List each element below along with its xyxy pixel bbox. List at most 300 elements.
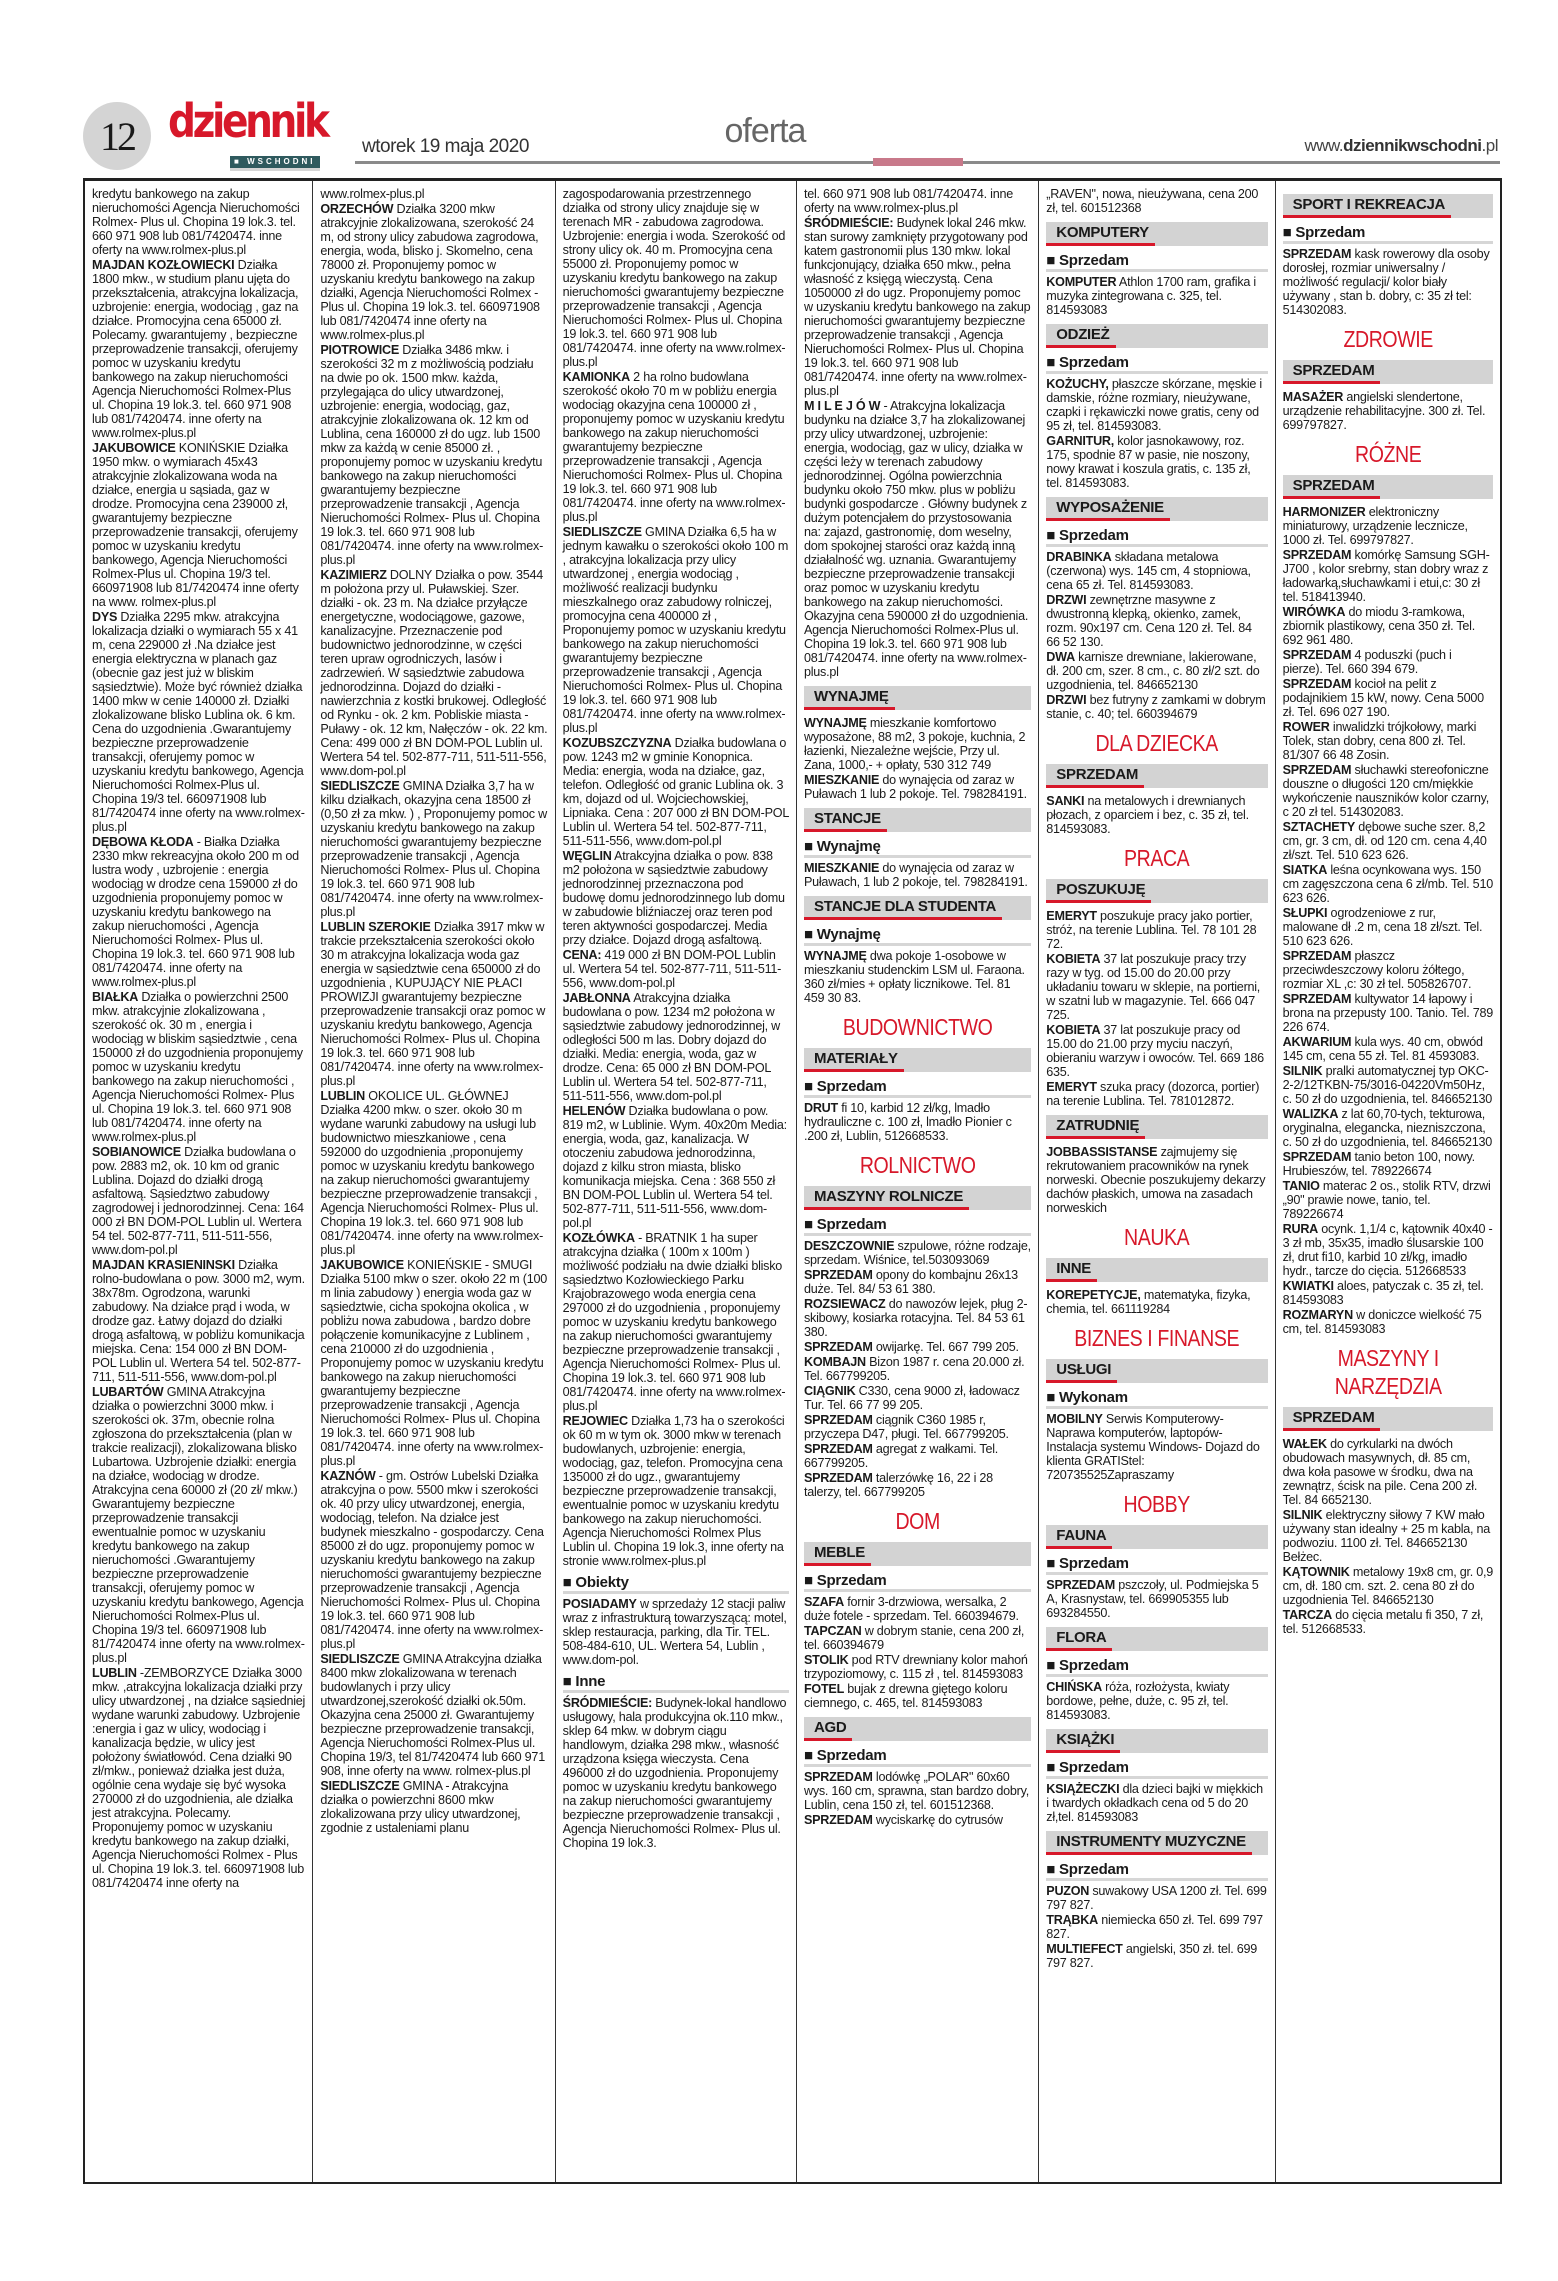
section-header: [804, 1717, 1031, 1741]
ad-text: z lat 60,70-tych, tekturowa, oryginalna, elegancka, niezniszczona, c. 50 zł do uzgodnienia, tel. 846652130: [1282, 1107, 1493, 1149]
ad-keyword: ROZSIEWACZ: [803, 1297, 886, 1311]
ad-keyword: KOZUBSZCZYZNA: [562, 736, 672, 750]
classified-ad: [804, 949, 1031, 1005]
classified-ad: [804, 1682, 1031, 1710]
ad-keyword: SZTACHETY: [1282, 820, 1356, 834]
section-header-label: SPRZEDAM: [1283, 362, 1381, 384]
section-header-label: SPRZEDAM: [1046, 766, 1144, 788]
classifieds-frame: [83, 178, 1502, 2184]
column-5: [1039, 181, 1275, 2182]
category-heading: MASZYNY I NARZĘDZIA: [1334, 1345, 1442, 1399]
classified-ad: [804, 1471, 1031, 1499]
ad-text: słuchawki stereofoniczne douszne o długości 120 cm/miękkie wykończenie nauszników kolor czarny, c 20 zł tel. 514302083.: [1282, 763, 1489, 819]
ad-keyword: AKWARIUM: [1282, 1035, 1352, 1049]
ad-text: Działka budowlana o pow. 1243 m2 w gminie Konopnica. Media: energia, woda na działce, gaz, telefon. Odległość od granic Lublina ok. 3 km, dojazd od ul. Wojciechowskiej, Lipniaka. Cena : 207 000 zł BN DOM-POL Lublin ul. Wertera 54 tel. 502-877-711, 511-511-556, www.dom-pol.pl: [562, 736, 789, 848]
ad-keyword: SIEDLISZCZE: [320, 1779, 400, 1793]
ad-keyword: DRZWI: [1046, 693, 1087, 707]
classified-ad: [1046, 1145, 1267, 1215]
ad-text: dwa pokoje 1-osobowe w mieszkaniu studenckim LSM ul. Faraona. 360 zł/mies + opłaty licznikowe. Tel. 81 459 30 83.: [803, 949, 1025, 1005]
category-heading: ZDROWIE: [1343, 326, 1433, 352]
classified-ad: [1046, 187, 1267, 215]
ad-text: ogrodzeniowe z rur, malowane dł .2 m, cena 18 zł/szt. Tel. 510 623 626.: [1282, 906, 1483, 948]
classified-ad: [92, 1666, 305, 1890]
ad-text: elektroniczny miniaturowy, urządzenie lecznicze, 1000 zł. Tel. 699797827.: [1282, 505, 1468, 547]
ad-keyword: HELENÓW: [562, 1104, 626, 1118]
ad-keyword: WIRÓWKA: [1282, 605, 1346, 619]
ad-text: - Atrakcyjna lokalizacja budynku na działce 3,7 ha zlokalizowanej przy ulicy utwardzonej, uzbrojenie: energia, wodociąg, gaz w ulicy, działka w części leży w terenach zabudowy jednorodzinnej. Ogólna powierzchnia budynku około 750 mkw. plus w pobliżu budynki gospodarcze . Główny budynek z dużym potencjałem do przystosowania na: zajazd, gastronomię, dom weselny, dom spokojnej starości oraz każdą inną działalność wg. uznania. Gwarantujemy bezpieczne przeprowadzenie transakcji oraz pomoc w uzyskaniu kredytu bankowego na zakup nieruchomości. Okazyjna cena 590000 zł do uzgodnienia. Agencja Nieruchomości Rolmex-Plus ul. Chopina 19 lok.3. tel. 660 971 908 lub 081/7420474. inne oferty na www.rolmex-plus.pl: [803, 399, 1029, 679]
classified-ad: [92, 1258, 305, 1384]
ad-keyword: LUBLIN: [92, 1666, 137, 1680]
classified-ad: [804, 1268, 1031, 1296]
ad-text: matematyka, fizyka, chemia, tel. 661119284: [1046, 1288, 1251, 1316]
classified-ad: [92, 187, 305, 257]
classified-ad: [563, 849, 789, 947]
classified-ad: [92, 1145, 305, 1257]
ad-text: płaszcz przeciwdeszczowy koloru żółtego, rozmiar XL ,c: 30 zł tel. 505826707.: [1282, 949, 1472, 991]
ad-text: Budynek lokal 246 mkw. stan surowy zamknięty przygotowany pod katem gastronomii plus 130 mkw. lokal funkcjonujący, działka 650 mkw., pełna własność z księgą wieczystą. Cena 1050000 zł do ugz. Proponujemy pomoc w uzyskaniu kredytu bankowego na zakup nieruchomości gwarantujemy bezpieczne przeprowadzenie transakcji , Agencja Nieruchomości Rolmex- Plus ul. Chopina 19 lok.3. tel. 660 971 908 lub 081/7420474. inne oferty na www.rolmex-plus.pl: [803, 216, 1031, 398]
ad-keyword: SPRZEDAM: [803, 1770, 873, 1784]
ad-text: niemiecka 650 zł. Tel. 699 797 827.: [1046, 1913, 1263, 1941]
ad-text: talerzówkę 16, 22 i 28 talerzy, tel. 667799205: [803, 1471, 993, 1499]
section-header-label: STANCJE: [804, 810, 887, 832]
subsection-header: ■ Sprzedam: [1046, 1659, 1267, 1677]
section-header: [1046, 1831, 1267, 1855]
section-header: [1046, 1627, 1267, 1651]
ad-text: zajmujemy się rekrutowaniem pracowników na rynek norweski. Obecnie poszukujemy dekarzy dachów płaskich, umowa na zasadach norweskich: [1046, 1145, 1266, 1215]
subsection-header: ■ Sprzedam: [1046, 1557, 1267, 1575]
ad-keyword: SŁUPKI: [1282, 906, 1328, 920]
ad-text: Działka rolno-budowlana o pow. 3000 m2, wym. 38x78m. Ogrodzona, warunki zabudowy. Na działce prąd i woda, w drodze gaz. Łatwy dojazd do działki drogą asfaltową, w pobliżu komunikacja miejska. Cena: 154 000 zł BN DOM-POL Lublin ul. Wertera 54 tel. 502-877-711, 511-511-556, www.dom-pol.pl: [92, 1258, 305, 1384]
category-heading: ROLNICTWO: [859, 1152, 976, 1178]
ad-text: - Białka Działka 2330 mkw rekreacyjna około 200 m od lustra wody , uzbrojenie : energia wodociąg w drodze cena 159000 zł do uzgodnienia proponujemy pomoc w uzyskaniu kredytu bankowego na zakup nieruchomości , Agencja Nieruchomości Rolmex- Plus ul. Chopina 19 lok.3. tel. 660 971 908 lub 081/7420474. inne oferty na www.rolmex-plus.pl: [92, 835, 299, 989]
classified-ad: [1283, 1179, 1493, 1221]
ad-keyword: MULTIEFECT: [1046, 1942, 1123, 1956]
classified-ad: [1283, 1222, 1493, 1278]
classified-ad: [804, 187, 1031, 215]
section-header-label: MATERIAŁY: [804, 1050, 904, 1072]
classified-ad: [1283, 1565, 1493, 1607]
ad-text: szuka pracy (dozorca, portier) na terenie Lublina. Tel. 781012872.: [1046, 1080, 1260, 1108]
section-header-label: KSIĄŻKI: [1046, 1731, 1120, 1753]
category-heading: PRACA: [1124, 845, 1190, 871]
ad-keyword: REJOWIEC: [562, 1414, 628, 1428]
ad-keyword: ŚRÓDMIEŚCIE:: [803, 216, 894, 230]
ad-text: Działka 1,73 ha o szerokości ok 60 m w tym ok. 3000 mkw w terenach budowlanych, uzbrojenie: energia, wodociąg, gaz, telefon. Promocyjna cena 135000 zł do ugz., gwarantujemy bezpieczne przeprowadzenie transakcji, ewentualnie pomoc w uzyskaniu kredytu bankowego na zakup nieruchomości. Agencja Nieruchomości Rolmex Plus Lublin ul. Chopina 19 lok.3, inne oferty na stronie www.rolmex-plus.pl: [562, 1414, 785, 1568]
category-heading: DLA DZIECKA: [1095, 730, 1219, 756]
classified-ad: [563, 187, 789, 369]
ad-text: wyciskarkę do cytrusów: [872, 1813, 1003, 1827]
classified-ad: [1283, 505, 1493, 547]
ad-text: fornir 3-drzwiowa, wersalka, 2 duże fotele - sprzedam. Tel. 660394679.: [803, 1595, 1019, 1623]
ad-keyword: WYNAJMĘ: [803, 949, 867, 963]
ad-keyword: SANKI: [1046, 794, 1085, 808]
website-link[interactable]: [1305, 136, 1499, 156]
classified-ad: [320, 1258, 547, 1468]
subsection-header: ■ Sprzedam: [804, 1080, 1031, 1098]
subsection-header: ■ Wynajmę: [804, 840, 1031, 858]
classified-ad: [563, 1696, 789, 1850]
classified-ad: [320, 1779, 547, 1835]
ad-keyword: MOBILNY: [1046, 1412, 1103, 1426]
subsection-header: ■ Sprzedam: [1046, 356, 1267, 374]
ad-keyword: SPRZEDAM: [1282, 1150, 1352, 1164]
ad-text: 37 lat poszukuje pracy od 15.00 do 21.00 przy myciu naczyń, obieraniu warzyw i owoców. Tel. 669 186 635.: [1046, 1023, 1264, 1079]
ad-keyword: PIOTROWICE: [320, 343, 400, 357]
ad-keyword: DRABINKA: [1046, 550, 1112, 564]
logo-wordmark: dziennik: [168, 94, 327, 148]
ad-keyword: KAZNÓW: [320, 1469, 376, 1483]
section-header: [804, 896, 1031, 920]
subsection-header: ■ Sprzedam: [1046, 1761, 1267, 1779]
classified-ad: [320, 779, 547, 919]
ad-text: GMINA Działka 3,7 ha w kilku działkach, okazyjna cena 18500 zł (0,50 zł za mkw. ) , Proponujemy pomoc w uzyskaniu kredytu bankowego na zakup nieruchomości gwarantujemy bezpieczne przeprowadzenie transakcji , Agencja Nieruchomości Rolmex- Plus ul. Chopina 19 lok.3. tel. 660 971 908 lub 081/7420474. inne oferty na www.rolmex-plus.pl: [320, 779, 547, 919]
classified-ad: [1283, 390, 1493, 432]
ad-text: Działka 3486 mkw. i szerokości 32 m z możliwością podziału na dwie po ok. 1500 mkw. każda, przylegająca do ulicy utwardzonej, uzbrojenie: energia, wodociąg, gaz, atrakcyjnie zlokalizowana ok. 12 km od Lublina, cena 160000 zł do ugz. lub 1500 mkw za każdą w cenie 85000 zł. , proponujemy pomoc w uzyskaniu kredytu bankowego na zakup nieruchomości gwarantujemy bezpieczne przeprowadzenie transakcji , Agencja Nieruchomości Rolmex- Plus ul. Chopina 19 lok.3. tel. 660 971 908 lub 081/7420474. inne oferty na www.rolmex-plus.pl: [320, 343, 544, 567]
section-header: [1046, 1729, 1267, 1753]
newspaper-logo: [168, 94, 348, 166]
classified-ad: [1283, 605, 1493, 647]
section-header: [1283, 475, 1493, 499]
ad-text: ocynk. 1,1/4 c, kątownik 40x40 - 3 zł mb, 35x35, imadło ślusarskie 100 zł, drut fi10, karbid 10 zł/kg, imadło hydr., tarcze do cięcia. 512668533: [1282, 1222, 1493, 1278]
classified-ad: [1283, 247, 1493, 317]
section-header: [1283, 1407, 1493, 1431]
ad-keyword: JAKUBOWICE: [92, 441, 176, 455]
ad-text: KONIŃSKIE Działka 1950 mkw. o wymiarach 45x43 atrakcyjnie zlokalizowana woda na działce, energia u sąsiada, gaz w drodze. Promocyjna cena 239000 zł, gwarantujemy bezpieczne przeprowadzenie transakcji, oferujemy pomoc w uzyskaniu kredytu bankowego, Agencja Nieruchomości Rolmex-Plus ul. Chopina 19/3 tel. 660971908 lub 81/7420474 inne oferty na www. rolmex-plus.pl: [92, 441, 299, 609]
classified-ad: [320, 568, 547, 778]
ad-keyword: ORZECHÓW: [320, 202, 394, 216]
ad-keyword: TRĄBKA: [1046, 1913, 1098, 1927]
classified-ad: [320, 1469, 547, 1651]
ad-keyword: LUBLIN: [320, 1089, 366, 1103]
site-prefix: www.: [1304, 136, 1344, 155]
ad-keyword: RURA: [1282, 1222, 1319, 1236]
ad-keyword: DĘBOWA KŁODA: [92, 835, 194, 849]
ad-keyword: WĘGLIN: [562, 849, 612, 863]
subsection-header: ■ Sprzedam: [804, 1218, 1031, 1236]
classified-ad: [804, 399, 1031, 679]
classified-ad: [1283, 1107, 1493, 1149]
ad-text: Działka 3200 mkw atrakcyjnie zlokalizowana, szerokość 24 m, od strony ulicy zabudowa zagrodowa, energia, woda, blisko j. Skomelno, cena 78000 zł. Proponujemy pomoc w uzyskaniu kredytu bankowego na zakup działki, Agencja Nieruchomości Rolmex - Plus ul. Chopina 19 lok.3. tel. 660971908 lub 081/7420474 inne oferty na www.rolmex-plus.pl: [320, 202, 540, 342]
section-header: [1046, 222, 1267, 246]
section-header: [1046, 1359, 1267, 1383]
ad-text: GMINA Atrakcyjna działka 8400 mkw zlokalizowana w terenach budowlanych i przy ulicy utwardzonej,szerokość działki ok.50m. Okazyjna cena 25000 zł. Gwarantujemy bezpieczne przeprowadzenie transakcji, Agencja Nieruchomości Rolmex-Plus ul. Chopina 19/3, tel 81/7420474 lub 660 971 908, inne oferty na www. rolmex-plus.pl: [320, 1652, 545, 1778]
ad-keyword: SPRZEDAM: [1282, 677, 1352, 691]
ad-text: tel. 660 971 908 lub 081/7420474. inne oferty na www.rolmex-plus.pl: [803, 187, 1013, 215]
ad-text: poszukuje pracy jako portier, stróż, na terenie Lublina. Tel. 78 101 28 72.: [1046, 909, 1257, 951]
ad-keyword: SPRZEDAM: [803, 1471, 873, 1485]
ad-text: pszczoły, ul. Podmiejska 5 A, Krasnystaw, tel. 669905355 lub 693284550.: [1046, 1578, 1259, 1620]
ad-text: zagospodarowania przestrzennego działka od strony ulicy znajduje się w terenach MR - zabudowa zagrodowa. Uzbrojenie: energia i woda. Szerokość od strony ulicy ok. 40 m. Promocyjna cena 55000 zł. Proponujemy pomoc w uzyskaniu kredytu bankowego na zakup nieruchomości gwarantujemy bezpieczne przeprowadzenie transakcji , Agencja Nieruchomości Rolmex- Plus ul. Chopina 19 lok.3. tel. 660 971 908 lub 081/7420474. inne oferty na www.rolmex-plus.pl: [562, 187, 786, 369]
classified-ad: [804, 1413, 1031, 1441]
ad-keyword: DWA: [1046, 650, 1075, 664]
ad-keyword: MIESZKANIE: [803, 861, 880, 875]
ad-keyword: SPRZEDAM: [803, 1413, 873, 1427]
section-header-label: ODZIEŻ: [1046, 326, 1115, 348]
section-header: [1046, 1258, 1267, 1282]
ad-text: elektryczny siłowy 7 KW mało używany stan idealny + 25 m kabla, na podwoziu. 1100 zł. Tel. 846652130 Bełżec.: [1282, 1508, 1491, 1564]
ad-keyword: ROWER: [1282, 720, 1330, 734]
category-heading: HOBBY: [1123, 1491, 1191, 1517]
classified-ad: [804, 1595, 1031, 1623]
section-header: [1046, 324, 1267, 348]
ad-text: suwakowy USA 1200 zł. Tel. 699 797 827.: [1046, 1884, 1267, 1912]
ad-text: do wynajęcia od zaraz w Puławach 1 lub 2 pokoje. Tel. 798284191.: [803, 773, 1027, 801]
classified-ad: [563, 370, 789, 524]
ad-keyword: WYNAJMĘ: [803, 716, 867, 730]
ad-text: GMINA Działka 6,5 ha w jednym kawałku o szerokości około 100 m , atrakcyjna lokalizacja przy ulicy utwardzonej , energia wodociąg , możliwość realizacji budynku mieszkalnego oraz zabudowy rolniczej, promocyjna cena 400000 zł , Proponujemy pomoc w uzyskaniu kredytu bankowego na zakup nieruchomości gwarantujemy bezpieczne przeprowadzenie transakcji , Agencja Nieruchomości Rolmex- Plus ul. Chopina 19 lok.3. tel. 660 971 908 lub 081/7420474. inne oferty na www.rolmex-plus.pl: [562, 525, 789, 735]
ad-text: Athlon 1700 ram, grafika i muzyka zintegrowana c. 325, tel. 814593083: [1046, 275, 1256, 317]
category-heading: NAUKA: [1124, 1224, 1190, 1250]
ad-text: 419 000 zł BN DOM-POL Lublin ul. Wertera 54 tel. 502-877-711, 511-511-556, www.dom-pol.pl: [562, 948, 782, 990]
ad-text: dębowe suche szer. 8,2 cm, gr. 3 cm, dł. od 120 cm. cena 4,40 zł/szt. Tel. 510 623 626.: [1282, 820, 1487, 862]
ad-text: w dobrym stanie, cena 200 zł, tel. 660394679: [803, 1624, 1025, 1652]
classified-ad: [1283, 548, 1493, 604]
ad-text: karnisze drewniane, lakierowane, dł. 200 cm, szer. 8 cm., c. 80 zł/2 szt. do uzgodnienia, tel. 846652130: [1046, 650, 1260, 692]
ad-text: lodówkę „POLAR" 60x60 wys. 160 cm, sprawna, stan bardzo dobry, Lublin, cena 150 zł, tel. 601512368.: [803, 1770, 1029, 1812]
ad-text: KONIEŃSKIE - SMUGI Działka 5100 mkw o szer. około 22 m (100 m linia zabudowy ) energia woda gaz w sąsiedztwie, cicha spokojna okolica , w pobliżu nowa zabudowa , bardzo dobre połączenie komunikacyjne z Lublinem , cena 210000 zł do uzgodnienia , Proponujemy pomoc w uzyskaniu kredytu bankowego na zakup nieruchomości gwarantujemy bezpieczne przeprowadzenie transakcji , Agencja Nieruchomości Rolmex- Plus ul. Chopina 19 lok.3. tel. 660 971 908 lub 081/7420474. inne oferty na www.rolmex-plus.pl: [320, 1258, 547, 1468]
classified-ad: [563, 736, 789, 848]
classified-ad: [320, 343, 547, 567]
ad-keyword: KOMPUTER: [1046, 275, 1117, 289]
classified-ad: [1046, 275, 1267, 317]
ad-keyword: KWIATKI: [1282, 1279, 1334, 1293]
ad-text: kolor jasnokawowy, roz. 175, spodnie 87 w pasie, nie noszony, nowy krawat i koszula gratis, c. 135 zł, tel. 814593083.: [1046, 434, 1251, 490]
classified-ad: [320, 1089, 547, 1257]
ad-keyword: KĄTOWNIK: [1282, 1565, 1350, 1579]
ad-text: owijarkę. Tel. 667 799 205.: [872, 1340, 1019, 1354]
subsection-header: ■ Sprzedam: [804, 1749, 1031, 1767]
ad-keyword: LUBLIN SZEROKIE: [320, 920, 431, 934]
ad-text: Bizon 1987 r. cena 20.000 zł. Tel. 667799205.: [803, 1355, 1025, 1383]
category-heading: DOM: [895, 1508, 940, 1534]
ad-text: do cyrkularki na dwóch obudowach masywnych, dł. 85 cm, dwa koła pasowe w środku, dwa na zewnątrz, ścisk na pile. Cena 200 zł. Tel. 84 6652130.: [1282, 1437, 1478, 1507]
ad-text: mieszkanie komfortowo wyposażone, 88 m2, 3 pokoje, kuchnia, 2 łazienki, Niezależne wejście, Przy ul. Zana, 1000,- + opłaty, 530 312 749: [803, 716, 1026, 772]
ad-text: płaszcze skórzane, męskie i damskie, różne rozmiary, nieużywane, czapki i rękawiczki nowe gratis, ceny od 95 zł, tel. 814593083.: [1046, 377, 1262, 433]
ad-text: leśna ocynkowana wys. 150 cm zagęszczona cena 6 zł/mb. Tel. 510 623 626.: [1282, 863, 1493, 905]
classified-ad: [563, 1104, 789, 1230]
ad-keyword: SIEDLISZCZE: [562, 525, 642, 539]
ad-text: do nawozów lejek, pług 2-skibowy, kosiarka rotacyjna. Tel. 84 53 61 380.: [803, 1297, 1028, 1339]
classified-ad: [563, 948, 789, 990]
classified-ad: [1046, 1412, 1267, 1482]
ad-text: Działka budowlana o pow. 2883 m2, ok. 10 km od granic Lublina. Dojazd do działki drogą asfaltową. Sąsiedztwo zabudowy zagrodowej i jednorodzinnej. Cena: 164 000 zł BN DOM-POL Lublin ul. Wertera 54 tel. 502-877-711, 511-511-556, www.dom-pol.pl: [92, 1145, 304, 1257]
classified-ad: [1283, 906, 1493, 948]
category-heading: RÓŻNE: [1354, 441, 1421, 467]
ad-keyword: ŚRÓDMIEŚCIE:: [562, 1696, 653, 1710]
subsection-header: ■ Sprzedam: [1283, 226, 1493, 244]
ad-keyword: KOBIETA: [1046, 1023, 1101, 1037]
classified-ad: [320, 187, 547, 201]
section-title: oferta: [724, 112, 806, 150]
ad-text: Budynek-lokal handlowo usługowy, hala produkcyjna ok.110 mkw., sklep 64 mkw. w dobrym ciągu handlowym, działka 298 mkw., własność urządzona księga wieczysta. Cena 496000 zł do uzgodnienia. Proponujemy pomoc w uzyskaniu kredytu bankowego na zakup nieruchomości gwarantujemy bezpieczne przeprowadzenie transakcji , Agencja Nieruchomości Rolmex- Plus ul. Chopina 19 lok.3.: [562, 1696, 787, 1850]
page-number: 12: [83, 102, 151, 170]
classified-ad: [1046, 1782, 1267, 1824]
classified-ad: [804, 1101, 1031, 1143]
ad-text: „RAVEN", nowa, nieużywana, cena 200 zł, tel. 601512368: [1046, 187, 1259, 215]
ad-text: aloes, patyczak c. 35 zł, tel. 814593083: [1282, 1279, 1484, 1307]
ad-text: agregat z wałkami. Tel. 667799205.: [803, 1442, 999, 1470]
ad-text: Działka budowlana o pow. 819 m2, w Lublinie. Wym. 40x20m Media: energia, woda, gaz, kanalizacja. W otoczeniu zabudowa jednorodzinna, dojazd z kilku stron miasta, blisko komunikacja miejska. Cena : 368 550 zł BN DOM-POL Lublin ul. Wertera 54 tel. 502-877-711, 511-511-556, www.dom-pol.pl: [562, 1104, 787, 1230]
ad-keyword: TANIO: [1282, 1179, 1320, 1193]
classified-ad: [1283, 1437, 1493, 1507]
ad-keyword: KSIĄŻECZKI: [1046, 1782, 1120, 1796]
ad-text: na metalowych i drewnianych płozach, z oparciem i bez, c. 35 zł, tel. 814593083.: [1046, 794, 1249, 836]
classified-ad: [92, 1385, 305, 1665]
ad-keyword: ROZMARYN: [1282, 1308, 1353, 1322]
subsection-header: ■ Sprzedam: [1046, 1863, 1267, 1881]
ad-text: składana metalowa (czerwona) wys. 145 cm, 4 stopniowa, cena 65 zł. Tel. 814593083.: [1046, 550, 1251, 592]
section-header-label: WYNAJMĘ: [804, 688, 895, 710]
ad-text: szpulowe, różne rodzaje, sprzedam. Wiśnice, tel.503093069: [803, 1239, 1031, 1267]
section-header-label: INNE: [1046, 1260, 1097, 1282]
section-header: [804, 1048, 1031, 1072]
column-1: [85, 181, 313, 2182]
classified-ad: [563, 1231, 789, 1413]
ad-text: do cięcia metalu fi 350, 7 zł, tel. 512668533.: [1282, 1608, 1484, 1636]
classified-ad: [804, 1813, 1031, 1827]
ad-text: kask rowerowy dla osoby dorosłej, rozmiar uniwersalny / możliwość regulacji/ kolor biały używany , stan b. dobry, c: 35 zł tel: 514302083.: [1282, 247, 1490, 317]
section-header-label: FAUNA: [1046, 1527, 1112, 1549]
section-header: [1046, 497, 1267, 521]
ad-text: kultywator 14 łapowy i brona na przepusty 100. Tanio. Tel. 789 226 674.: [1282, 992, 1493, 1034]
section-header-label: INSTRUMENTY MUZYCZNE: [1046, 1833, 1252, 1855]
section-header-label: MEBLE: [804, 1544, 871, 1566]
classified-ad: [1283, 863, 1493, 905]
ad-text: do miodu 3-ramkowa, zbiornik plastikowy, cena 350 zł. Tel. 692 961 480.: [1282, 605, 1475, 647]
ad-text: dla dzieci bajki w miękkich i twardych okładkach cena od 5 do 20 zł,tel. 814593083: [1046, 1782, 1263, 1824]
classified-ad: [1283, 1279, 1493, 1307]
ad-keyword: SILNIK: [1282, 1064, 1323, 1078]
ad-keyword: DRUT: [803, 1101, 838, 1115]
ad-text: - gm. Ostrów Lubelski Działka atrakcyjna o pow. 5500 mkw i szerokości ok. 40 przy ulicy utwardzonej, energia, wodociąg, telefon. Na działce jest budynek mieszkalno - gospodarczy. Cena 85000 zł do ugz. proponujemy pomoc w uzyskaniu kredytu bankowego na zakup nieruchomości gwarantujemy bezpieczne przeprowadzenie transakcji , Agencja Nieruchomości Rolmex- Plus ul. Chopina 19 lok.3. tel. 660 971 908 lub 081/7420474. inne oferty na www.rolmex-plus.pl: [320, 1469, 544, 1651]
ad-text: Działka o powierzchni 2500 mkw. atrakcyjnie zlokalizowana , szerokość ok. 30 m , energia i wodociąg w bliskim sąsiedztwie , cena 150000 zł do uzgodnienia proponujemy pomoc w uzyskaniu kredytu bankowego na zakup nieruchomości , Agencja Nieruchomości Rolmex- Plus ul. Chopina 19 lok.3. tel. 660 971 908 lub 081/7420474. inne oferty na www.rolmex-plus.pl: [92, 990, 303, 1144]
section-header: [1283, 194, 1493, 218]
classified-ad: [320, 920, 547, 1088]
ad-text: fi 10, karbid 12 zł/kg, lmadło hydrauliczne c. 100 zł, lmadło Pionier c .200 zł, Lublin, 512668533.: [803, 1101, 1012, 1143]
ad-keyword: SIEDLISZCZE: [320, 1652, 400, 1666]
ad-keyword: SPRZEDAM: [1282, 548, 1352, 562]
ad-text: Atrakcyjna działka budowlana o pow. 1234 m2 położona w sąsiedztwie zabudowy jednorodzinnej, w odległości 500 m las. Dobry dojazd do działki. Media: energia, woda, gaz w drodze. Cena: 65 000 zł BN DOM-POL Lublin ul. Wertera 54 tel. 502-877-711, 511-511-556, www.dom-pol.pl: [562, 991, 780, 1103]
ad-text: 4 poduszki (puch i pierze). Tel. 660 394 679.: [1282, 648, 1452, 676]
ad-keyword: SILNIK: [1282, 1508, 1323, 1522]
ad-keyword: SPRZEDAM: [803, 1340, 873, 1354]
ad-keyword: M I L E J Ó W: [803, 399, 881, 413]
classified-ad: [804, 1239, 1031, 1267]
classified-ad: [1283, 820, 1493, 862]
section-header: [804, 1542, 1031, 1566]
ad-keyword: KOZŁÓWKA: [562, 1231, 635, 1245]
issue-date: wtorek 19 maja 2020: [362, 136, 529, 157]
classified-ad: [1046, 650, 1267, 692]
ad-text: pod RTV drewniany kolor mahoń trzypoziomowy, c. 115 zł , tel. 814593083: [803, 1653, 1028, 1681]
section-header-label: SPORT I REKREACJA: [1283, 196, 1451, 218]
classified-ad: [1046, 1680, 1267, 1722]
classified-ad: [92, 258, 305, 440]
ad-keyword: GARNITUR,: [1046, 434, 1115, 448]
classified-ad: [1046, 1884, 1267, 1912]
classified-ad: [1046, 1288, 1267, 1316]
ad-keyword: SPRZEDAM: [803, 1813, 873, 1827]
classified-ad: [320, 1652, 547, 1778]
logo-subtitle: ■ WSCHODNI: [230, 156, 320, 171]
ad-text: opony do kombajnu 26x13 duże. Tel. 84/ 53 61 380.: [803, 1268, 1018, 1296]
ad-text: róża, rozłożysta, kwiaty bordowe, pełne, duże, c. 95 zł, tel. 814593083.: [1046, 1680, 1230, 1722]
classified-ad: [1046, 1942, 1267, 1970]
ad-text: 37 lat poszukuje pracy trzy razy w tyg. od 15.00 do 20.00 przy układaniu towaru w sklepie, na portierni, w szatni lub w magazynie. Tel. 666 047 725.: [1046, 952, 1261, 1022]
classified-ad: [804, 1770, 1031, 1812]
classified-ad: [563, 1414, 789, 1568]
classified-ad: [1283, 1150, 1493, 1178]
ad-keyword: KOMBAJN: [803, 1355, 866, 1369]
category-heading: BUDOWNICTWO: [842, 1014, 993, 1040]
section-header-label: KOMPUTERY: [1046, 224, 1155, 246]
ad-text: metalowy 19x8 cm, gr. 0,9 cm, dł. 180 cm. szt. 2. cena 80 zł do uzgodnienia Tel. 846652130: [1282, 1565, 1493, 1607]
ad-text: tanio beton 100, nowy. Hrubieszów, tel. 789226674: [1282, 1150, 1475, 1178]
classified-ad: [804, 716, 1031, 772]
ad-keyword: EMERYT: [1046, 909, 1097, 923]
section-header-label: WYPOSAŻENIE: [1046, 499, 1170, 521]
classified-ad: [804, 1340, 1031, 1354]
ad-text: kredytu bankowego na zakup nieruchomości Agencja Nieruchomości Rolmex- Plus ul. Chopina 19 lok.3. tel. 660 971 908 lub 081/7420474. inne oferty na www.rolmex-plus.pl: [92, 187, 300, 257]
ad-keyword: STOLIK: [803, 1653, 849, 1667]
classified-ad: [1046, 593, 1267, 649]
ad-text: kula wys. 40 cm, obwód 145 cm, cena 55 zł. Tel. 81 4593083.: [1282, 1035, 1483, 1063]
classified-ad: [92, 441, 305, 609]
category-heading: BIZNES I FINANSE: [1074, 1325, 1240, 1351]
classified-ad: [1283, 648, 1493, 676]
classified-ad: [804, 1297, 1031, 1339]
classified-ad: [1046, 909, 1267, 951]
section-header-label: MASZYNY ROLNICZE: [804, 1188, 969, 1210]
ad-keyword: JAKUBOWICE: [320, 1258, 404, 1272]
ad-keyword: KAZIMIERZ: [320, 568, 387, 582]
classified-ad: [1283, 720, 1493, 762]
ad-text: do wynajęcia od zaraz w Puławach, 1 lub 2 pokoje, tel. 798284191.: [803, 861, 1028, 889]
classified-ad: [1046, 1913, 1267, 1941]
classified-ad: [1046, 1578, 1267, 1620]
section-header-label: AGD: [804, 1719, 852, 1741]
classified-ad: [1283, 1608, 1493, 1636]
header-rule-accent: [873, 158, 963, 166]
section-header-label: SPRZEDAM: [1283, 477, 1381, 499]
site-suffix: .pl: [1481, 136, 1498, 155]
ad-text: pralki automatycznej typ OKC-2-2/12TKBN-75/3016-04220Vm50Hz, c. 50 zł do uzgodnienia, tel. 846652130: [1282, 1064, 1493, 1106]
section-header-label: ZATRUDNIĘ: [1046, 1117, 1145, 1139]
classified-ad: [1046, 952, 1267, 1022]
ad-keyword: CIĄGNIK: [803, 1384, 856, 1398]
ad-keyword: SIEDLISZCZE: [320, 779, 400, 793]
ad-keyword: FOTEL: [803, 1682, 845, 1696]
classified-ad: [804, 773, 1031, 801]
ad-text: kocioł na pelit z podajnikiem 15 kW, nowy. Cena 5000 zł. Tel. 696 027 190.: [1282, 677, 1484, 719]
section-header: [1046, 879, 1267, 903]
ad-keyword: SIATKA: [1282, 863, 1328, 877]
section-header-label: FLORA: [1046, 1629, 1112, 1651]
classified-ad: [320, 202, 547, 342]
ad-text: GMINA Atrakcyjna działka o powierzchni 3000 mkw. i szerokości ok. 37m, obecnie rolna zgłoszona do przekształcenia (plan w trakcie realizacji), zlokalizowana blisko Lubartowa. Uzbrojenie działki: energia na działce, wodociąg w drodze. Atrakcyjna cena 60000 zł (20 zł/ mkw.) Gwarantujemy bezpieczne przeprowadzenie transakcji ewentualnie pomoc w uzyskaniu kredytu bankowego na zakup nieruchomości .Gwarantujemy bezpieczne przeprowadzenie transakcji, oferujemy pomoc w uzyskaniu kredytu bankowego, Agencja Nieruchomości Rolmex-Plus ul. Chopina 19/3 tel. 660971908 lub 81/7420474 inne oferty na www.rolmex-plus.pl: [92, 1385, 305, 1665]
column-6: [1276, 181, 1500, 2182]
ad-keyword: DRZWI: [1046, 593, 1087, 607]
classified-ad: [1283, 677, 1493, 719]
ad-keyword: TARCZA: [1282, 1608, 1332, 1622]
ad-keyword: CENA:: [562, 948, 602, 962]
classified-ad: [1283, 1064, 1493, 1106]
ad-text: OKOLICE UL. GŁÓWNEJ Działka 4200 mkw. o szer. około 30 m wydane warunki zabudowy na usługi lub budownictwo mieszkaniowe , cena 592000 do uzgodnienia ,proponujemy pomoc w uzyskaniu kredytu bankowego na zakup nieruchomości gwarantujemy bezpieczne przeprowadzenie transakcji , Agencja Nieruchomości Rolmex- Plus ul. Chopina 19 lok.3. tel. 660 971 908 lub 081/7420474. inne oferty na www.rolmex-plus.pl: [320, 1089, 544, 1257]
classified-ad: [1046, 550, 1267, 592]
classified-ad: [804, 861, 1031, 889]
classified-ad: [1283, 949, 1493, 991]
section-header: [1046, 1115, 1267, 1139]
